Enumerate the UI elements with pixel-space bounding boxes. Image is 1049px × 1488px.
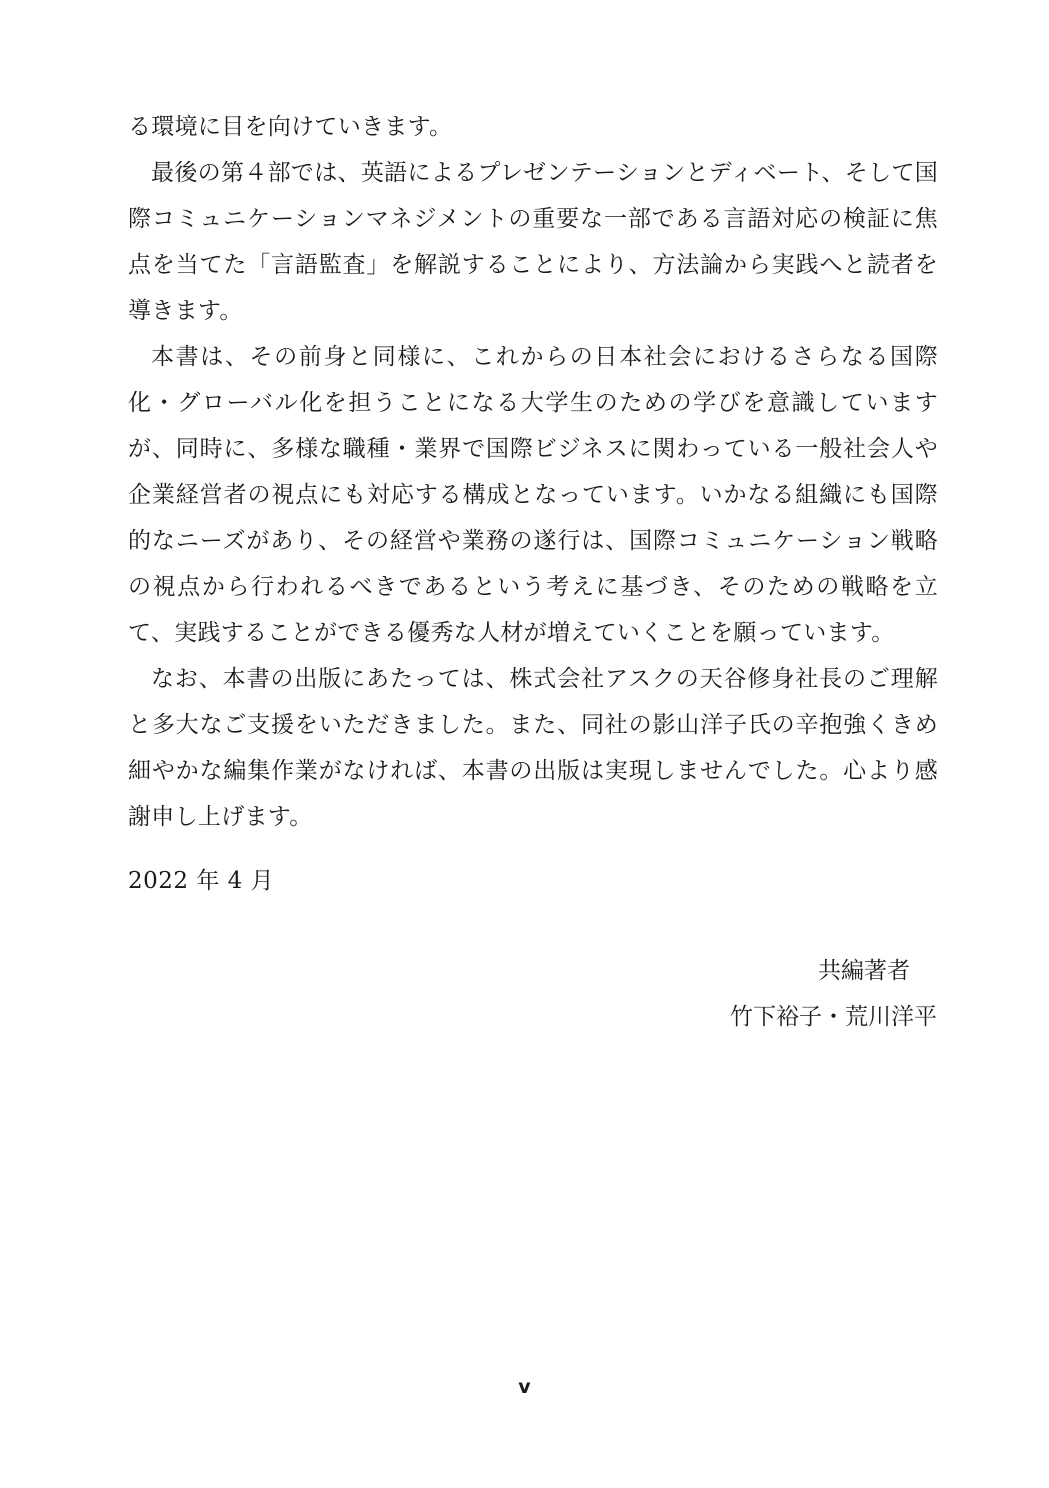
page-number: v bbox=[518, 1376, 531, 1398]
date-line: 2022 年 4 月 bbox=[128, 868, 275, 894]
paragraph-book-purpose: 本書は、その前身と同様に、これからの日本社会におけるさらなる国際化・グローバル化を担うことになる大学生のための学びを意識していますが、同時に、多様な職種・業界で国際ビジネスに関わっている一般社会人や企業経営者の視点にも対応する構成となっています。いかなる組織にも国際的なニーズがあり、その経営や業務の遂行は、国際コミュニケーション戦略の視点から行われるべきであるという考えに基づき、そのための戦略を立て、実践することができる優秀な人材が増えていくことを願っています。 bbox=[128, 344, 938, 646]
paragraph-part4: 最後の第４部では、英語によるプレゼンテーションとディベート、そして国際コミュニケーションマネジメントの重要な一部である言語対応の検証に焦点を当てた「言語監査」を解説することにより、方法論から実践へと読者を導きます。 bbox=[128, 160, 938, 324]
paragraph-acknowledgements: なお、本書の出版にあたっては、株式会社アスクの天谷修身社長のご理解と多大なご支援をいただきました。また、同社の影山洋子氏の辛抱強くきめ細やかな編集作業がなければ、本書の出版は実現しませんでした。心より感謝申し上げます。 bbox=[128, 666, 938, 830]
paragraph-continuation: る環境に目を向けていきます。 bbox=[128, 114, 453, 140]
signature-role: 共編著者 bbox=[818, 958, 910, 984]
body-text bbox=[128, 104, 938, 840]
signature-names: 竹下裕子・荒川洋平 bbox=[730, 1004, 937, 1030]
